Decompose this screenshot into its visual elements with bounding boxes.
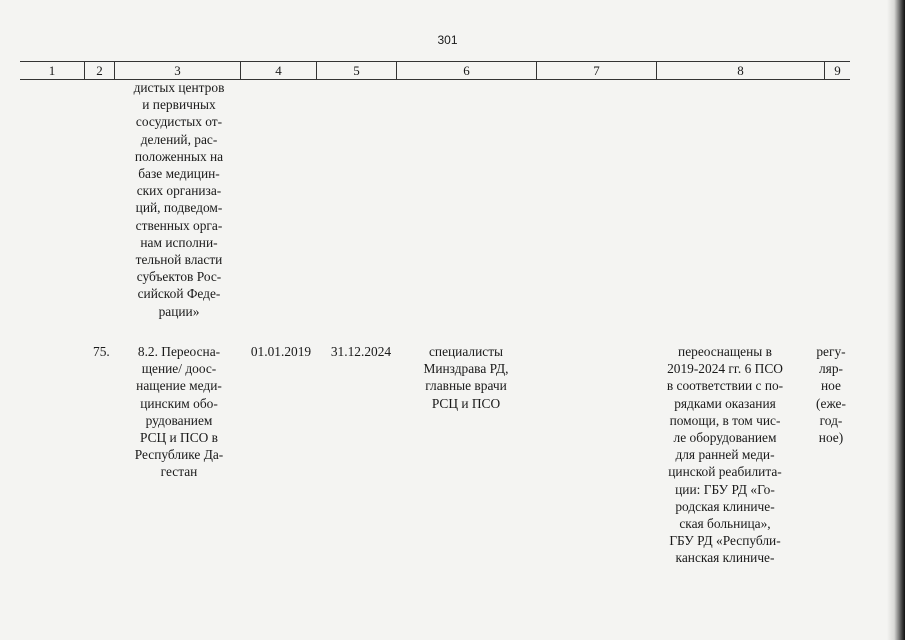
row-number: 75. <box>93 344 110 359</box>
column-header-2: 2 <box>84 62 114 79</box>
column-header-4: 4 <box>240 62 316 79</box>
row-75-start-date: 01.01.2019 <box>250 344 312 359</box>
row-75-frequency: регу- ляр- ное (еже- год- ное) <box>816 344 846 446</box>
column-header-7: 7 <box>536 62 656 79</box>
continuation-col3-text: дистых центров и первичных сосудистых от- делений, рас- положенных на базе медицин- ских организа- ций, подведом- ственных орга- нам исполни- тельной власти субъектов Рос- сийской Феде- рации» <box>133 80 225 319</box>
page-number: 301 <box>437 33 458 47</box>
column-header-1: 1 <box>48 63 56 78</box>
row-75-end-date: 31.12.2024 <box>330 344 392 359</box>
scan-page-edge <box>887 0 905 640</box>
column-header-3: 3 <box>114 62 240 79</box>
table-column-header-row <box>20 61 850 80</box>
column-header-9: 9 <box>824 62 850 79</box>
row-75-col3-text: 8.2. Переосна- щение/ доос- нащение меди- цинским обо- рудованием РСЦ и ПСО в Республике Да- гестан <box>134 344 224 480</box>
row-75-result: переоснащены в 2019-2024 гг. 6 ПСО в соответствии с по- рядками оказания помощи, в том чис- ле оборудованием для ранней меди- цинской реабилита- ции: ГБУ РД «Го- родская клиниче- ская больница», ГБУ РД «Республи- канская клиниче- <box>666 344 784 566</box>
row-75-responsible: специалисты Минздрава РД, главные врачи РСЦ и ПСО <box>423 344 509 411</box>
column-header-5: 5 <box>316 62 396 79</box>
column-header-6: 6 <box>396 62 536 79</box>
column-header-8: 8 <box>656 62 824 79</box>
